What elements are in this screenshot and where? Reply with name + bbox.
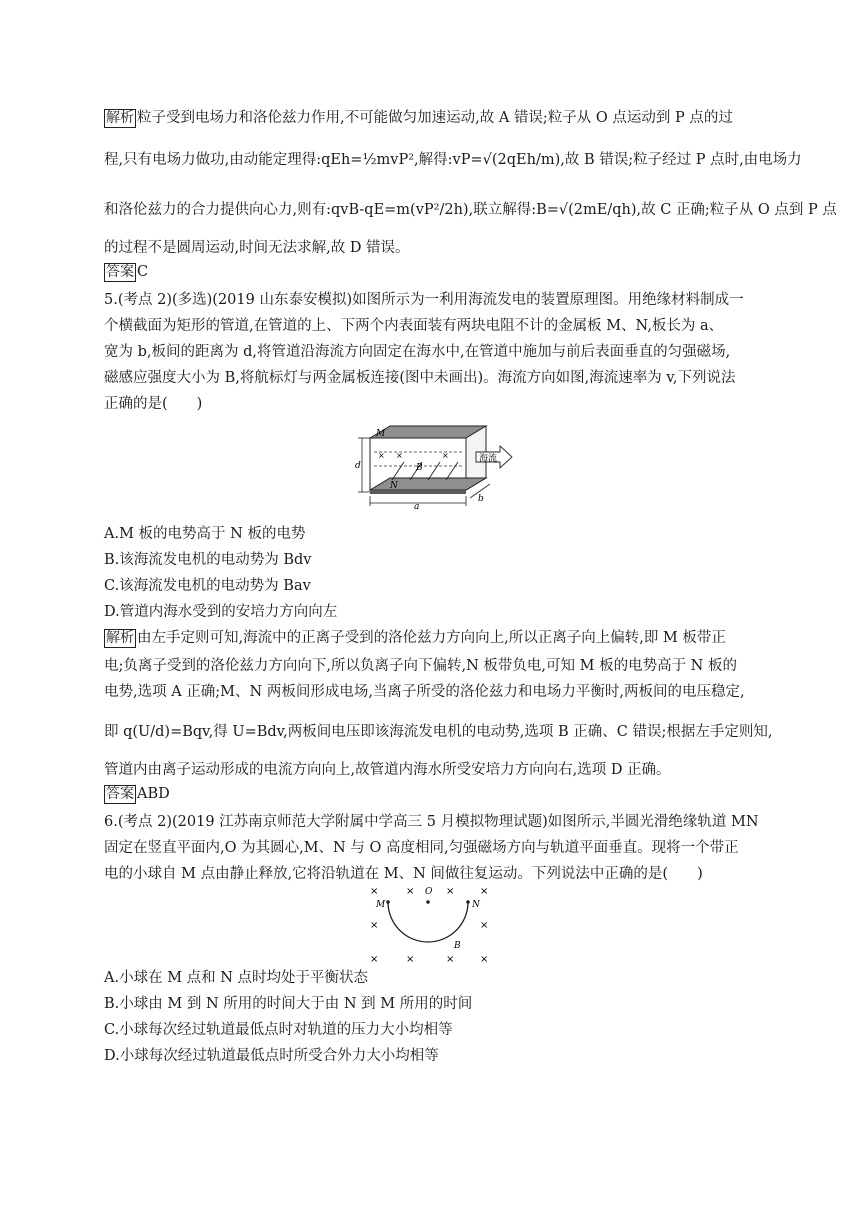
q5-option-c: C.该海流发电机的电动势为 Bav: [104, 578, 311, 594]
label-n: N: [390, 481, 398, 491]
field-cross-10: ×: [480, 954, 489, 965]
q5-analysis-line-3: 电势,选项 A 正确;M、N 两板间形成电场,当离子所受的洛伦兹力和电场力平衡时,两板间的电压稳定,: [104, 684, 745, 700]
q6-stem-line-2: 固定在竖直平面内,O 为其圆心,M、N 与 O 高度相同,匀强磁场方向与轨道平面垂直。现将一个带正: [104, 840, 739, 856]
q5-answer-value: ABD: [137, 786, 170, 802]
q6-option-b: B.小球由 M 到 N 所用的时间大于由 N 到 M 所用的时间: [104, 996, 473, 1012]
q5-stem-line-4: 磁感应强度大小为 B,将航标灯与两金属板连接(图中未画出)。海流方向如图,海流速率为 v,下列说法: [104, 370, 736, 386]
field-cross-1: ×: [370, 886, 379, 897]
q5-stem-line-3: 宽为 b,板间的距离为 d,将管道沿海流方向固定在海水中,在管道中施加与前后表面垂直的匀强磁场,: [104, 344, 731, 360]
label-n: N: [472, 900, 480, 910]
q6-option-c: C.小球每次经过轨道最低点时对轨道的压力大小均相等: [104, 1022, 453, 1038]
q5-analysis-line-1: [104, 628, 726, 648]
cross-mark-1: ×: [378, 451, 385, 460]
label-m: M: [376, 900, 386, 910]
q5-stem-line-1: 5.(考点 2)(多选)(2019 山东泰安模拟)如图所示为一利用海流发电的装置原理图。用绝缘材料制成一: [104, 292, 744, 308]
analysis-tag: 解析: [106, 630, 134, 646]
q4-analysis-line-2: 程,只有电场力做功,由动能定理得:qEh=½mvP²,解得:vP=√(2qEh/m),故 B 错误;粒子经过 P 点时,由电场力: [104, 152, 802, 168]
q6-semicircle-track-diagram: [366, 882, 496, 966]
q5-option-a: A.M 板的电势高于 N 板的电势: [104, 526, 306, 542]
q5-analysis-text-1: 由左手定则可知,海流中的正离子受到的洛伦兹力方向向上,所以正离子向上偏转,即 M 板带正: [137, 630, 726, 646]
field-cross-3: ×: [446, 886, 455, 897]
q5-stem-line-5: 正确的是( ): [104, 396, 203, 412]
cross-mark-2: ×: [396, 451, 403, 460]
q5-answer-line: [104, 784, 170, 804]
q6-option-a: A.小球在 M 点和 N 点时均处于平衡状态: [104, 970, 369, 986]
label-m: M: [376, 429, 386, 439]
q5-analysis-line-2: 电;负离子受到的洛伦兹力方向向下,所以负离子向下偏转,N 板带负电,可知 M 板的电势高于 N 板的: [104, 658, 737, 674]
cross-mark-3: ×: [442, 451, 449, 460]
semicircle-track: [388, 902, 468, 942]
q4-analysis-line-4: 的过程不是圆周运动,时间无法求解,故 D 错误。: [104, 240, 410, 256]
q4-analysis-line-3: 和洛伦兹力的合力提供向心力,则有:qvB-qE=m(vP²/2h),联立解得:B=√(2mE/qh),故 C 正确;粒子从 O 点到 P 点: [104, 202, 837, 218]
point-n: [466, 900, 470, 904]
label-a: a: [414, 502, 420, 510]
label-b-width: b: [478, 494, 484, 504]
field-cross-6: ×: [480, 920, 489, 931]
q4-analysis-line-1: [104, 108, 733, 128]
field-cross-8: ×: [406, 954, 415, 965]
answer-tag: 答案: [106, 264, 134, 280]
q5-analysis-line-4: 即 q(U/d)=Bqv,得 U=Bdv,两板间电压即该海流发电机的电动势,选项 B 正确、C 错误;根据左手定则知,: [104, 724, 773, 740]
q4-answer-value: C: [137, 264, 149, 280]
label-b: B: [454, 941, 461, 951]
field-cross-4: ×: [480, 886, 489, 897]
q5-generator-diagram: [352, 424, 516, 510]
q6-option-d: D.小球每次经过轨道最低点时所受合外力大小均相等: [104, 1048, 439, 1064]
label-d: d: [355, 461, 361, 471]
label-b-field: B: [416, 463, 423, 473]
q6-stem-line-3: 电的小球自 M 点由静止释放,它将沿轨道在 M、N 间做往复运动。下列说法中正确的是( ): [104, 866, 703, 882]
answer-tag: 答案: [106, 786, 134, 802]
q5-option-b: B.该海流发电机的电动势为 Bdv: [104, 552, 312, 568]
label-flow: 海流: [479, 454, 498, 464]
analysis-tag: 解析: [106, 110, 134, 126]
field-cross-9: ×: [446, 954, 455, 965]
field-cross-7: ×: [370, 954, 379, 965]
point-o: [426, 900, 430, 904]
q4-answer-line: [104, 262, 148, 282]
q5-analysis-line-5: 管道内由离子运动形成的电流方向向上,故管道内海水所受安培力方向向右,选项 D 正确。: [104, 762, 671, 778]
field-cross-2: ×: [406, 886, 415, 897]
q5-stem-line-2: 个横截面为矩形的管道,在管道的上、下两个内表面装有两块电阻不计的金属板 M、N,板长为 a、: [104, 318, 724, 334]
label-o: O: [425, 887, 433, 897]
q6-stem-line-1: 6.(考点 2)(2019 江苏南京师范大学附属中学高三 5 月模拟物理试题)如图所示,半圆光滑绝缘轨道 MN: [104, 814, 759, 830]
q5-option-d: D.管道内海水受到的安培力方向向左: [104, 604, 338, 620]
point-m: [386, 900, 390, 904]
plate-n-edge: [370, 490, 466, 494]
field-cross-5: ×: [370, 920, 379, 931]
q4-analysis-text-1: 粒子受到电场力和洛伦兹力作用,不可能做匀加速运动,故 A 错误;粒子从 O 点运动到 P 点的过: [137, 110, 733, 126]
